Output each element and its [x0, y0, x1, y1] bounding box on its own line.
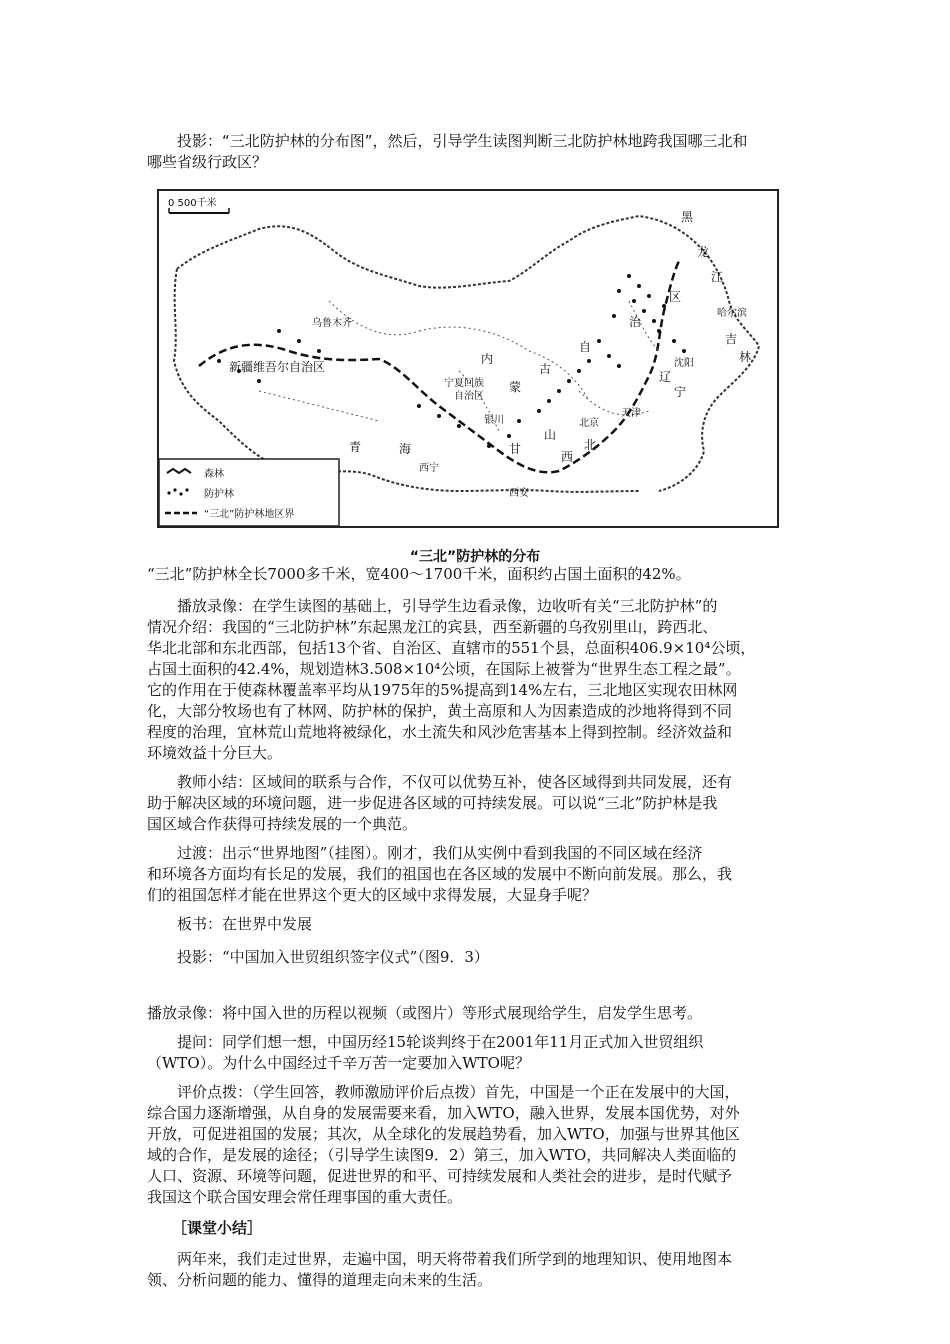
map-legend	[159, 459, 339, 526]
paragraph-4-line-3: 们的祖国怎样才能在世界这个更大的区域中求得发展，大显身手呢？	[147, 886, 598, 904]
paragraph-8-line-1: 提问：同学们想一想，中国历经15轮谈判终于在2001年11月正式加入世贸组织	[177, 1033, 704, 1051]
svg-text:蒙: 蒙	[509, 380, 522, 394]
svg-text:银川: 银川	[484, 415, 504, 426]
paragraph-6: 投影：“中国加入世贸组织签字仪式”（图9．3）	[177, 948, 489, 966]
svg-text:北京: 北京	[579, 418, 599, 429]
paragraph-2-line-1: 播放录像：在学生读图的基础上，引导学生边看录像，边收听有关“三北防护林”的	[177, 597, 718, 615]
intro-line-1: 投影：“三北防护林的分布图”，然后，引导学生读图判断三北防护林地跨我国哪三北和	[177, 132, 748, 150]
paragraph-10-line-2: 领、分析问题的能力、懂得的道理走向未来的生活。	[147, 1271, 493, 1289]
svg-text:甘: 甘	[509, 442, 522, 456]
svg-text:天津: 天津	[621, 408, 641, 419]
svg-text:龙: 龙	[697, 245, 710, 259]
paragraph-2-line-5: 它的作用在于使森林覆盖率平均从1975年的5%提高到14%左右，三北地区实现农田林网	[147, 681, 738, 699]
paragraph-2-line-8: 环境效益十分巨大。	[147, 744, 283, 762]
svg-text:区: 区	[669, 290, 682, 304]
scale-label: 0 500千米	[168, 198, 217, 209]
paragraph-8-line-2: （WTO）。为什么中国经过千辛万苦一定要加入WTO呢？	[147, 1054, 530, 1072]
legend-forest-label: 森林	[204, 469, 224, 480]
svg-text:新疆维吾尔自治区: 新疆维吾尔自治区	[229, 360, 326, 374]
svg-text:宁夏回族: 宁夏回族	[444, 378, 484, 389]
paragraph-10-line-1: 两年来，我们走过世界，走遍中国，明天将带着我们所学到的地理知识、使用地图本	[177, 1250, 733, 1268]
paragraph-9-line-6: 我国这个联合国安理会常任理事国的重大责任。	[147, 1188, 463, 1206]
paragraph-2-line-4: 占国土面积的42.4%，规划造林3.508×10⁴公顷，在国际上被誉为“世界生态工程之最”。	[147, 660, 741, 678]
svg-text:哈尔滨: 哈尔滨	[717, 308, 747, 319]
svg-text:自: 自	[579, 340, 592, 354]
paragraph-9-line-5: 人口、资源、环境等问题，促进世界的和平、可持续发展和人类社会的进步，是时代赋予	[147, 1167, 733, 1185]
national-border	[174, 216, 759, 492]
legend-boundary-label: “三北”防护林地区界	[204, 509, 295, 520]
summary-heading: ［课堂小结］	[172, 1219, 263, 1237]
intro-line-2: 哪些省级行政区？	[147, 153, 268, 171]
svg-text:西安: 西安	[509, 488, 529, 499]
paragraph-5: 板书：在世界中发展	[177, 915, 313, 933]
paragraph-2-line-3: 华北北部和东北西部，包括13个省、自治区、直辖市的551个县，总面积406.9×10⁴公顷，	[147, 639, 756, 657]
paragraph-9-line-4: 域的合作，是发展的途径；（引导学生读图9．2）第三，加入WTO，共同解决人类面临的	[147, 1146, 737, 1164]
svg-text:吉: 吉	[725, 332, 738, 346]
paragraph-3-line-3: 国区域合作获得可持续发展的一个典范。	[147, 815, 418, 833]
paragraph-1: “三北”防护林全长7000多千米，宽400～1700千米，面积约占国土面积的42%。	[147, 565, 691, 583]
paragraph-2-line-2: 情况介绍：我国的“三北防护林”东起黑龙江的宾县，西至新疆的乌孜别里山，跨西北、	[147, 618, 718, 636]
paragraph-9-line-3: 开放，可促进祖国的发展；其次，从全球化的发展趋势看，加入WTO，加强与世界其他区	[147, 1125, 740, 1143]
paragraph-3-line-2: 助于解决区域的环境问题，进一步促进各区域的可持续发展。可以说“三北”防护林是我	[147, 794, 718, 812]
svg-text:古: 古	[539, 362, 552, 376]
svg-text:黑: 黑	[681, 210, 694, 224]
svg-text:治: 治	[629, 315, 642, 329]
svg-text:山: 山	[544, 428, 557, 442]
scale-bar	[168, 196, 229, 213]
svg-text:海: 海	[399, 442, 412, 456]
svg-text:林: 林	[739, 350, 752, 364]
paragraph-4-line-1: 过渡：出示“世界地图”（挂图）。刚才，我们从实例中看到我国的不同区域在经济	[177, 844, 703, 862]
paragraph-2-line-6: 化，大部分牧场也有了林网、防护林的保护，黄土高原和人为因素造成的沙地将得到不同	[147, 702, 733, 720]
svg-text:宁: 宁	[674, 385, 687, 399]
legend-shelterbelt-label: 防护林	[204, 489, 234, 500]
paragraph-2-line-7: 程度的治理，宜林荒山荒地将被绿化，水土流失和风沙危害基本上得到控制。经济效益和	[147, 723, 733, 741]
paragraph-9-line-1: 评价点拨：（学生回答，教师激励评价后点拨）首先，中国是一个正在发展中的大国，	[177, 1083, 740, 1101]
svg-text:乌鲁木齐: 乌鲁木齐	[312, 318, 352, 329]
svg-text:江: 江	[711, 270, 724, 284]
paragraph-9-line-2: 综合国力逐渐增强，从自身的发展需要来看，加入WTO，融入世界，发展本国优势，对外	[147, 1104, 740, 1122]
svg-text:内: 内	[481, 352, 494, 366]
paragraph-7: 播放录像：将中国入世的历程以视频（或图片）等形式展现给学生，启发学生思考。	[147, 1004, 703, 1022]
svg-text:辽: 辽	[659, 370, 672, 384]
svg-text:西宁: 西宁	[419, 463, 439, 474]
svg-text:沈阳: 沈阳	[674, 358, 694, 369]
svg-text:青: 青	[349, 440, 362, 454]
map-caption: “三北”防护林的分布	[409, 549, 541, 565]
paragraph-4-line-2: 和环境各方面均有长足的发展，我们的祖国也在各区域的发展中不断向前发展。那么，我	[147, 865, 733, 883]
svg-text:北: 北	[584, 438, 597, 452]
shelterbelt-map	[157, 189, 779, 528]
paragraph-3-line-1: 教师小结：区域间的联系与合作，不仅可以优势互补，使各区域得到共同发展，还有	[177, 773, 733, 791]
svg-text:西: 西	[561, 450, 574, 464]
svg-text:自治区: 自治区	[454, 391, 484, 402]
map-figure	[159, 191, 777, 526]
